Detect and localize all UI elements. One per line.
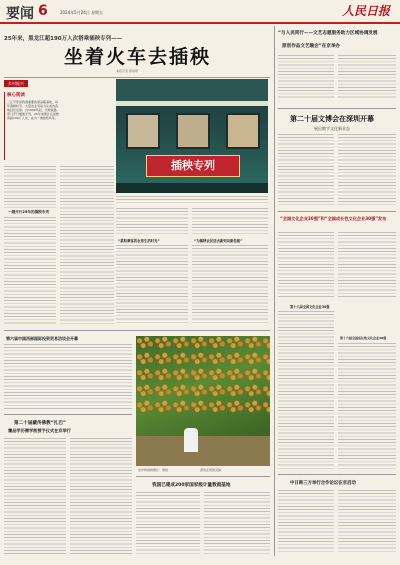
lead-text-col-d [116, 208, 188, 234]
masthead-rule [0, 22, 400, 24]
right-top-text-a [278, 55, 334, 99]
section-badge [4, 80, 28, 87]
right-mid-rule [278, 211, 396, 212]
lead-quote-2: “为插秧农民送去新知识新技能” [194, 239, 243, 243]
right-lower-rule [278, 474, 396, 475]
right-mid-headline: 第二十届文博会在深圳开幕 [290, 114, 374, 123]
orchard-caption-2: 游客在果园采摘 [200, 468, 222, 472]
train-lower-stripe [116, 183, 268, 193]
right-lower-headline: “全国文化企业30强”和“全国成长性文化企业30强”发布 [280, 216, 387, 221]
masthead [0, 0, 400, 24]
lead-subhead-1: 一趟开行25年的插秧专列 [8, 210, 49, 214]
bottom-center-headline: 我国已建成200家国家级计量数据基地 [152, 483, 231, 488]
right-mid-text-a [278, 134, 334, 206]
lead-divider [4, 77, 270, 78]
lead-bottom-rule [4, 330, 270, 331]
right-lower-text-b [338, 232, 396, 298]
core-reading-title: 核心阅读 [7, 93, 25, 98]
issue-date: 2024年5月24日 星期五 [60, 10, 104, 15]
orchard-photo [136, 336, 270, 466]
core-reading-body: 三江平原是我国重要的商品粮基地，每年春耕时节，大量农业劳动力从省内各地赶往这里。自1999年起，当地铁路部门开行插秧专列，25年来累计运送旅客超190万人次，成为一道独特风景。 [7, 100, 59, 120]
left-bottom-headline-3: 鹰品学历僧学衔授予仪式在京举行 [8, 428, 71, 433]
lead-byline: 本报记者 郭雨明 [116, 69, 138, 73]
train-banner-text: 插秧专列 [171, 159, 215, 172]
lead-text-col-c [60, 166, 114, 325]
lead-headline: 坐着火车去插秧 [64, 46, 212, 68]
right-top-headline-1: “与人民同行——文艺志愿服务助力区域协调发展 [278, 31, 378, 36]
bottom-right-text-a [278, 490, 334, 554]
orchard-foliage [136, 336, 270, 416]
train-stripe [116, 101, 268, 106]
left-bottom-headline-2: 第二十届藏传佛教“扎巴” [14, 421, 66, 426]
right-lower-text-a [278, 232, 334, 298]
train-photo [116, 79, 268, 193]
right-top-text-b [338, 55, 396, 99]
column-divider [274, 26, 275, 556]
left-bottom-text-c [70, 438, 132, 554]
lead-text-col-b [4, 217, 56, 325]
train-banner [146, 155, 240, 177]
lead-quote-1: “累积乘客的农家生活时光” [118, 239, 160, 243]
list-title-1: 第十六届全国文化企业30强 [290, 305, 330, 309]
right-mid-text-b [338, 134, 396, 206]
lead-text-col-f [192, 208, 268, 234]
lead-text-col-g [192, 245, 268, 325]
bottom-center-rule [136, 476, 270, 477]
section-name: 要闻 [6, 6, 34, 22]
right-mid-subhead: 展出数字文化新业态 [314, 126, 350, 131]
left-bottom-headline-1: 第六届中国西部国际投资贸易洽谈会开幕 [6, 336, 78, 341]
lead-kicker: 25年来，黑龙江超190万人次搭乘插秧专列—— [4, 36, 123, 42]
bottom-center-text-a [136, 492, 200, 554]
train-window-2 [176, 113, 210, 149]
photo-caption-text [116, 196, 268, 204]
company-list-1 [278, 311, 334, 471]
newspaper-logo: 人民日报 [342, 4, 391, 18]
train-window-1 [126, 113, 160, 149]
orchard-caption: 农作物春耕图片：果树 [138, 468, 169, 472]
lead-text-col-a [4, 166, 56, 208]
page-number: 6 [38, 3, 48, 19]
bottom-center-text-b [204, 492, 270, 554]
left-bottom-text-b [4, 438, 66, 554]
core-reading-box [4, 92, 59, 160]
company-list-2 [338, 343, 396, 471]
orchard-figure [184, 428, 198, 452]
lead-text-col-e [116, 245, 188, 325]
bottom-right-headline: 中日韩三方举行合作论坛在京启动 [290, 481, 356, 486]
right-top-rule [278, 108, 396, 109]
orchard-ground [136, 436, 270, 466]
left-bottom-text-a [4, 344, 132, 410]
train-roof [116, 79, 268, 101]
right-top-headline-2: 原创作品文艺晚会”在京举办 [282, 44, 341, 49]
left-bottom-rule [4, 414, 132, 415]
train-window-3 [226, 113, 260, 149]
section-badge-label: 乡村振兴 [8, 81, 24, 86]
list-title-2: 第十六届全国成长性文化企业30强 [340, 336, 387, 340]
bottom-right-text-b [338, 490, 396, 554]
